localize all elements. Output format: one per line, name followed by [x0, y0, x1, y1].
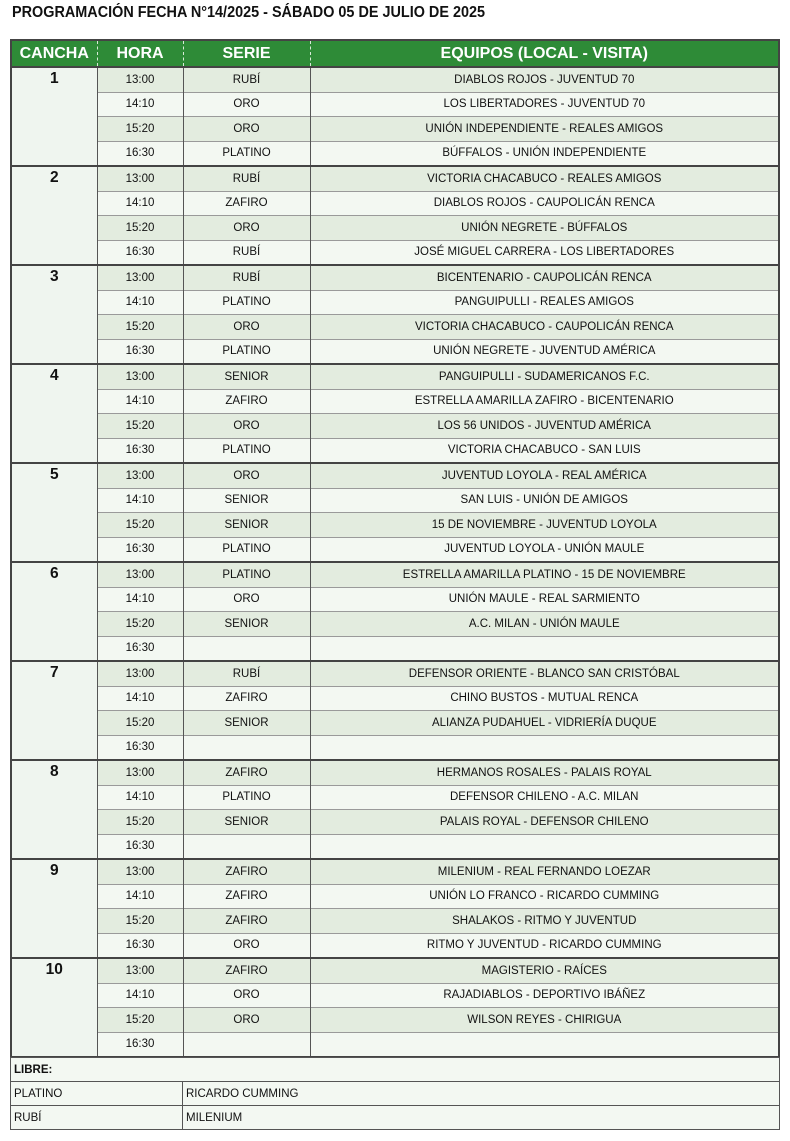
match-teams: UNIÓN MAULE - REAL SARMIENTO: [310, 587, 779, 612]
match-teams: [310, 735, 779, 760]
match-series: PLATINO: [183, 290, 310, 315]
match-series: ORO: [183, 414, 310, 439]
table-row: [11, 661, 779, 686]
table-row: [11, 414, 779, 439]
match-time: 13:00: [97, 958, 183, 983]
match-series: RUBÍ: [183, 67, 310, 92]
table-row: [11, 166, 779, 191]
match-time: 14:10: [97, 587, 183, 612]
match-time: 14:10: [97, 92, 183, 117]
match-teams: 15 DE NOVIEMBRE - JUVENTUD LOYOLA: [310, 513, 779, 538]
match-series: PLATINO: [183, 785, 310, 810]
table-row: [11, 315, 779, 340]
match-teams: [310, 834, 779, 859]
match-teams: BICENTENARIO - CAUPOLICÁN RENCA: [310, 265, 779, 290]
match-time: 15:20: [97, 513, 183, 538]
match-time: 14:10: [97, 884, 183, 909]
match-time: 15:20: [97, 810, 183, 835]
match-time: 16:30: [97, 735, 183, 760]
match-series: ORO: [183, 1008, 310, 1033]
match-time: 16:30: [97, 141, 183, 166]
table-row: [11, 810, 779, 835]
match-time: 14:10: [97, 686, 183, 711]
match-teams: JUVENTUD LOYOLA - UNIÓN MAULE: [310, 537, 779, 562]
table-row: [11, 686, 779, 711]
court-number: 7: [11, 661, 97, 760]
court-number: 2: [11, 166, 97, 265]
table-row: [11, 191, 779, 216]
table-row: [11, 909, 779, 934]
match-series: [183, 636, 310, 661]
match-teams: UNIÓN INDEPENDIENTE - REALES AMIGOS: [310, 117, 779, 142]
match-teams: [310, 636, 779, 661]
match-time: 15:20: [97, 414, 183, 439]
match-series: RUBÍ: [183, 265, 310, 290]
table-row: [11, 760, 779, 785]
match-series: ZAFIRO: [183, 884, 310, 909]
table-row: [11, 834, 779, 859]
table-row: [11, 859, 779, 884]
match-series: RUBÍ: [183, 661, 310, 686]
match-time: 15:20: [97, 612, 183, 637]
table-row: [11, 513, 779, 538]
match-series: ORO: [183, 92, 310, 117]
match-series: RUBÍ: [183, 166, 310, 191]
libre-header-row: [11, 1058, 780, 1082]
column-header-hora: HORA: [97, 40, 183, 67]
libre-team: MILENIUM: [183, 1106, 780, 1130]
libre-row: [11, 1082, 780, 1106]
court-number: 10: [11, 958, 97, 1057]
match-series: ZAFIRO: [183, 389, 310, 414]
match-series: RUBÍ: [183, 240, 310, 265]
match-time: 16:30: [97, 636, 183, 661]
match-time: 15:20: [97, 315, 183, 340]
column-header-cancha: CANCHA: [11, 40, 97, 67]
court-number: 5: [11, 463, 97, 562]
match-series: SENIOR: [183, 488, 310, 513]
match-time: 16:30: [97, 240, 183, 265]
match-teams: PALAIS ROYAL - DEFENSOR CHILENO: [310, 810, 779, 835]
match-teams: PANGUIPULLI - SUDAMERICANOS F.C.: [310, 364, 779, 389]
match-time: 14:10: [97, 191, 183, 216]
match-teams: RITMO Y JUVENTUD - RICARDO CUMMING: [310, 933, 779, 958]
match-series: SENIOR: [183, 711, 310, 736]
table-row: [11, 290, 779, 315]
match-series: [183, 834, 310, 859]
libre-series: PLATINO: [11, 1082, 183, 1106]
match-time: 16:30: [97, 834, 183, 859]
court-number: 1: [11, 67, 97, 166]
table-row: [11, 958, 779, 983]
table-row: [11, 537, 779, 562]
table-row: [11, 983, 779, 1008]
table-row: [11, 488, 779, 513]
match-teams: ESTRELLA AMARILLA ZAFIRO - BICENTENARIO: [310, 389, 779, 414]
match-time: 16:30: [97, 438, 183, 463]
match-time: 14:10: [97, 290, 183, 315]
match-series: ZAFIRO: [183, 191, 310, 216]
match-teams: DEFENSOR ORIENTE - BLANCO SAN CRISTÓBAL: [310, 661, 779, 686]
match-series: PLATINO: [183, 339, 310, 364]
table-row: [11, 562, 779, 587]
table-row: [11, 612, 779, 637]
match-series: SENIOR: [183, 810, 310, 835]
libre-body: [11, 1058, 780, 1130]
table-row: [11, 438, 779, 463]
page-title: PROGRAMACIÓN FECHA N°14/2025 - SÁBADO 05 DE JULIO DE 2025: [12, 4, 486, 21]
court-number: 4: [11, 364, 97, 463]
table-row: [11, 240, 779, 265]
match-teams: LOS 56 UNIDOS - JUVENTUD AMÉRICA: [310, 414, 779, 439]
match-time: 16:30: [97, 339, 183, 364]
table-row: [11, 216, 779, 241]
libre-team: RICARDO CUMMING: [183, 1082, 780, 1106]
match-series: ORO: [183, 315, 310, 340]
match-time: 13:00: [97, 661, 183, 686]
libre-label: LIBRE:: [11, 1058, 780, 1082]
match-time: 13:00: [97, 562, 183, 587]
match-teams: JOSÉ MIGUEL CARRERA - LOS LIBERTADORES: [310, 240, 779, 265]
match-teams: UNIÓN LO FRANCO - RICARDO CUMMING: [310, 884, 779, 909]
match-time: 13:00: [97, 364, 183, 389]
match-time: 14:10: [97, 488, 183, 513]
court-number: 9: [11, 859, 97, 958]
match-series: ZAFIRO: [183, 859, 310, 884]
court-number: 3: [11, 265, 97, 364]
match-teams: VICTORIA CHACABUCO - CAUPOLICÁN RENCA: [310, 315, 779, 340]
match-series: ZAFIRO: [183, 958, 310, 983]
table-row: [11, 1032, 779, 1057]
libre-table: [10, 1057, 780, 1130]
table-row: [11, 265, 779, 290]
match-time: 15:20: [97, 216, 183, 241]
table-row: [11, 785, 779, 810]
match-time: 13:00: [97, 463, 183, 488]
match-teams: DIABLOS ROJOS - CAUPOLICÁN RENCA: [310, 191, 779, 216]
match-series: ORO: [183, 117, 310, 142]
table-row: [11, 1008, 779, 1033]
libre-row: [11, 1106, 780, 1130]
schedule-header-row: [11, 40, 779, 67]
match-teams: A.C. MILAN - UNIÓN MAULE: [310, 612, 779, 637]
match-series: ZAFIRO: [183, 909, 310, 934]
match-time: 14:10: [97, 389, 183, 414]
match-teams: SHALAKOS - RITMO Y JUVENTUD: [310, 909, 779, 934]
match-time: 13:00: [97, 67, 183, 92]
match-series: ORO: [183, 216, 310, 241]
match-teams: VICTORIA CHACABUCO - REALES AMIGOS: [310, 166, 779, 191]
match-time: 16:30: [97, 1032, 183, 1057]
table-row: [11, 587, 779, 612]
match-series: ORO: [183, 463, 310, 488]
match-teams: HERMANOS ROSALES - PALAIS ROYAL: [310, 760, 779, 785]
match-series: ORO: [183, 587, 310, 612]
table-row: [11, 735, 779, 760]
court-number: 8: [11, 760, 97, 859]
match-series: ORO: [183, 933, 310, 958]
match-series: [183, 735, 310, 760]
table-row: [11, 67, 779, 92]
table-row: [11, 339, 779, 364]
column-header-equipos: EQUIPOS (LOCAL - VISITA): [310, 40, 779, 67]
match-teams: SAN LUIS - UNIÓN DE AMIGOS: [310, 488, 779, 513]
match-teams: MAGISTERIO - RAÍCES: [310, 958, 779, 983]
table-row: [11, 463, 779, 488]
match-teams: ESTRELLA AMARILLA PLATINO - 15 DE NOVIEMBRE: [310, 562, 779, 587]
table-row: [11, 933, 779, 958]
match-teams: UNIÓN NEGRETE - JUVENTUD AMÉRICA: [310, 339, 779, 364]
match-teams: UNIÓN NEGRETE - BÚFFALOS: [310, 216, 779, 241]
match-teams: ALIANZA PUDAHUEL - VIDRIERÍA DUQUE: [310, 711, 779, 736]
match-teams: JUVENTUD LOYOLA - REAL AMÉRICA: [310, 463, 779, 488]
match-teams: RAJADIABLOS - DEPORTIVO IBÁÑEZ: [310, 983, 779, 1008]
match-time: 15:20: [97, 1008, 183, 1033]
match-time: 13:00: [97, 166, 183, 191]
table-row: [11, 141, 779, 166]
match-time: 13:00: [97, 265, 183, 290]
table-row: [11, 636, 779, 661]
match-teams: DEFENSOR CHILENO - A.C. MILAN: [310, 785, 779, 810]
match-teams: DIABLOS ROJOS - JUVENTUD 70: [310, 67, 779, 92]
match-time: 15:20: [97, 909, 183, 934]
match-time: 13:00: [97, 859, 183, 884]
match-teams: LOS LIBERTADORES - JUVENTUD 70: [310, 92, 779, 117]
match-series: PLATINO: [183, 562, 310, 587]
match-teams: PANGUIPULLI - REALES AMIGOS: [310, 290, 779, 315]
match-teams: BÚFFALOS - UNIÓN INDEPENDIENTE: [310, 141, 779, 166]
match-series: ZAFIRO: [183, 686, 310, 711]
match-time: 15:20: [97, 711, 183, 736]
match-series: PLATINO: [183, 438, 310, 463]
schedule-body: [11, 67, 779, 1057]
match-time: 16:30: [97, 933, 183, 958]
table-row: [11, 711, 779, 736]
match-series: [183, 1032, 310, 1057]
match-teams: VICTORIA CHACABUCO - SAN LUIS: [310, 438, 779, 463]
match-teams: CHINO BUSTOS - MUTUAL RENCA: [310, 686, 779, 711]
column-header-serie: SERIE: [183, 40, 310, 67]
libre-series: RUBÍ: [11, 1106, 183, 1130]
match-time: 16:30: [97, 537, 183, 562]
match-teams: WILSON REYES - CHIRIGUA: [310, 1008, 779, 1033]
court-number: 6: [11, 562, 97, 661]
table-row: [11, 117, 779, 142]
match-teams: [310, 1032, 779, 1057]
table-row: [11, 389, 779, 414]
table-row: [11, 364, 779, 389]
match-series: SENIOR: [183, 612, 310, 637]
match-time: 14:10: [97, 983, 183, 1008]
match-series: PLATINO: [183, 141, 310, 166]
match-series: ORO: [183, 983, 310, 1008]
table-row: [11, 884, 779, 909]
match-series: PLATINO: [183, 537, 310, 562]
match-series: SENIOR: [183, 513, 310, 538]
schedule-table: [10, 39, 780, 1058]
match-series: ZAFIRO: [183, 760, 310, 785]
match-time: 13:00: [97, 760, 183, 785]
match-time: 14:10: [97, 785, 183, 810]
match-series: SENIOR: [183, 364, 310, 389]
match-teams: MILENIUM - REAL FERNANDO LOEZAR: [310, 859, 779, 884]
table-row: [11, 92, 779, 117]
match-time: 15:20: [97, 117, 183, 142]
